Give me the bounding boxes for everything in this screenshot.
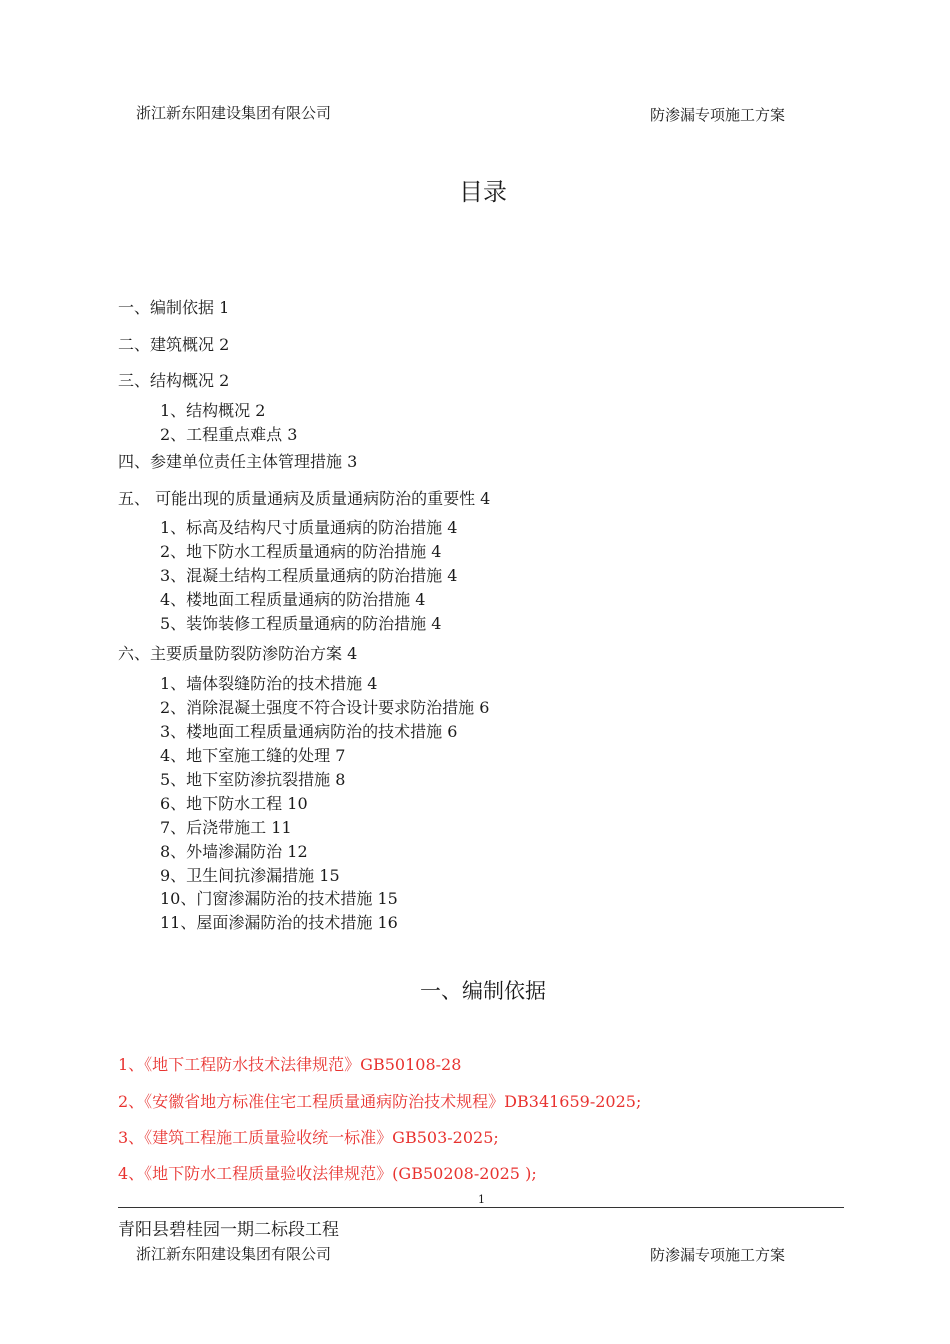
- toc-subitem[interactable]: 5、地下室防渗抗裂措施 8: [160, 770, 346, 789]
- toc-subitem[interactable]: 11、屋面渗漏防治的技术措施 16: [160, 913, 398, 932]
- toc-item[interactable]: 五、 可能出现的质量通病及质量通病防治的重要性 4: [118, 489, 491, 508]
- toc-subitem[interactable]: 5、装饰装修工程质量通病的防治措施 4: [160, 614, 442, 633]
- reference-item: 4、《地下防水工程质量验收法律规范》(GB50208-2025 );: [118, 1164, 537, 1183]
- toc-item[interactable]: 二、建筑概况 2: [118, 335, 230, 354]
- toc-subitem[interactable]: 10、门窗渗漏防治的技术措施 15: [160, 889, 398, 908]
- toc-subitem[interactable]: 9、卫生间抗渗漏措施 15: [160, 866, 340, 885]
- section-title: 一、编制依据: [420, 979, 546, 1003]
- reference-item: 1、《地下工程防水技术法律规范》GB50108-28: [118, 1055, 462, 1074]
- toc-item[interactable]: 六、主要质量防裂防渗防治方案 4: [118, 644, 358, 663]
- page-number: 1: [478, 1193, 485, 1206]
- next-header-company: 浙江新东阳建设集团有限公司: [136, 1245, 332, 1263]
- toc-item[interactable]: 三、结构概况 2: [118, 371, 230, 390]
- footer-project: 青阳县碧桂园一期二标段工程: [118, 1220, 339, 1240]
- header-doc-title: 防渗漏专项施工方案: [650, 106, 786, 124]
- next-header-doc-title: 防渗漏专项施工方案: [650, 1246, 786, 1264]
- toc-title: 目录: [459, 178, 507, 206]
- toc-subitem[interactable]: 1、结构概况 2: [160, 401, 266, 420]
- header-company: 浙江新东阳建设集团有限公司: [136, 104, 332, 122]
- toc-subitem[interactable]: 4、楼地面工程质量通病的防治措施 4: [160, 590, 426, 609]
- toc-subitem[interactable]: 1、墙体裂缝防治的技术措施 4: [160, 674, 378, 693]
- toc-subitem[interactable]: 8、外墙渗漏防治 12: [160, 842, 308, 861]
- toc-subitem[interactable]: 1、标高及结构尺寸质量通病的防治措施 4: [160, 518, 458, 537]
- toc-subitem[interactable]: 2、地下防水工程质量通病的防治措施 4: [160, 542, 442, 561]
- toc-subitem[interactable]: 2、消除混凝土强度不符合设计要求防治措施 6: [160, 698, 490, 717]
- footer-rule: [118, 1207, 844, 1208]
- toc-subitem[interactable]: 2、工程重点难点 3: [160, 425, 298, 444]
- toc-subitem[interactable]: 7、后浇带施工 11: [160, 818, 292, 837]
- toc-item[interactable]: 四、参建单位责任主体管理措施 3: [118, 452, 358, 471]
- toc-item[interactable]: 一、编制依据 1: [118, 298, 230, 317]
- reference-item: 3、《建筑工程施工质量验收统一标准》GB503-2025;: [118, 1128, 499, 1147]
- toc-subitem[interactable]: 3、混凝土结构工程质量通病的防治措施 4: [160, 566, 458, 585]
- toc-subitem[interactable]: 6、地下防水工程 10: [160, 794, 308, 813]
- toc-subitem[interactable]: 4、地下室施工缝的处理 7: [160, 746, 346, 765]
- reference-item: 2、《安徽省地方标准住宅工程质量通病防治技术规程》DB341659-2025;: [118, 1092, 642, 1111]
- toc-subitem[interactable]: 3、楼地面工程质量通病防治的技术措施 6: [160, 722, 458, 741]
